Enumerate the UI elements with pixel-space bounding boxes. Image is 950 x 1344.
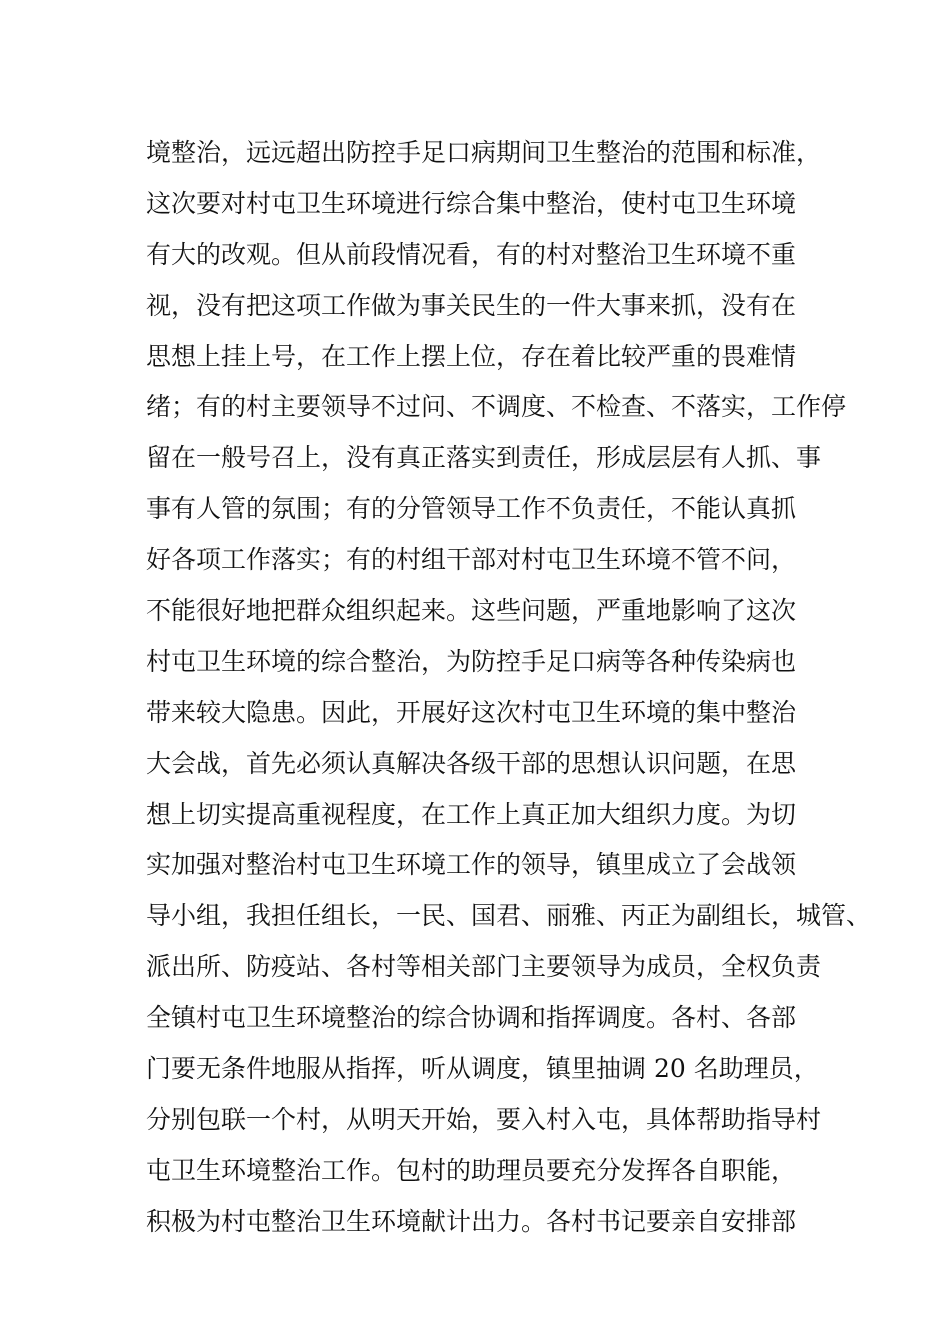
text-line-2: 这次要对村屯卫生环境进行综合集中整治，使村屯卫生环境 [146,188,797,218]
text-line-15: 实加强对整治村屯卫生环境工作的领导，镇里成立了会战领 [146,850,797,880]
body-paragraph [146,128,872,1248]
text-line-19: 门要无条件地服从指挥，听从调度，镇里抽调 20 名助理员， [146,1054,819,1084]
text-line-17: 派出所、防疫站、各村等相关部门主要领导为成员，全权负责 [146,952,822,982]
text-line-8: 事有人管的氛围；有的分管领导工作不负责任，不能认真抓 [146,494,797,524]
text-line-18: 全镇村屯卫生环境整治的综合协调和指挥调度。各村、各部 [146,1003,797,1033]
text-line-21: 屯卫生环境整治工作。包村的助理员要充分发挥各自职能， [146,1155,797,1185]
text-line-12: 带来较大隐患。因此，开展好这次村屯卫生环境的集中整治 [146,697,797,727]
text-line-14: 想上切实提高重视程度，在工作上真正加大组织力度。为切 [146,799,797,829]
text-line-1: 境整治，远远超出防控手足口病期间卫生整治的范围和标准， [146,138,822,167]
text-line-13: 大会战，首先必须认真解决各级干部的思想认识问题，在思 [146,748,797,778]
text-line-16: 导小组，我担任组长，一民、国君、丽雅、丙正为副组长，城管、 [146,901,872,931]
text-line-5: 思想上挂上号，在工作上摆上位，存在着比较严重的畏难情 [146,341,797,371]
text-line-11: 村屯卫生环境的综合整治，为防控手足口病等各种传染病也 [146,646,797,676]
text-line-6: 绪；有的村主要领导不过问、不调度、不检查、不落实，工作停 [146,392,847,422]
text-line-20: 分别包联一个村，从明天开始，要入村入屯，具体帮助指导村 [146,1104,822,1134]
text-line-9: 好各项工作落实；有的村组干部对村屯卫生环境不管不问， [146,545,797,575]
text-line-7: 留在一般号召上，没有真正落实到责任，形成层层有人抓、事 [146,443,822,473]
text-line-4: 视，没有把这项工作做为事关民生的一件大事来抓，没有在 [146,290,797,320]
text-line-22: 积极为村屯整治卫生环境献计出力。各村书记要亲自安排部 [146,1206,797,1236]
text-line-3: 有大的改观。但从前段情况看，有的村对整治卫生环境不重 [146,239,797,269]
text-line-10: 不能很好地把群众组织起来。这些问题，严重地影响了这次 [146,596,797,626]
